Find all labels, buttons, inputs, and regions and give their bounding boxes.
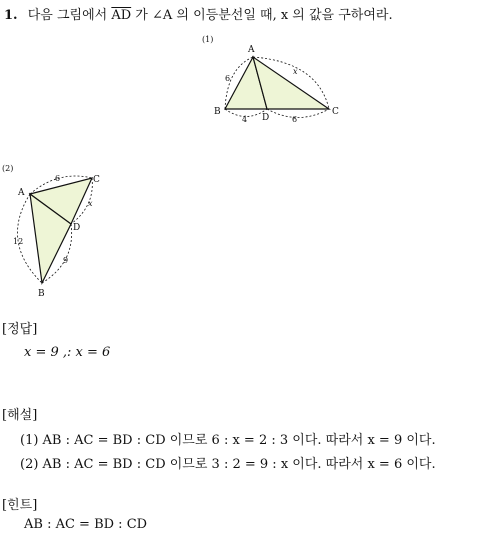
question-text-after: 가 ∠A 의 이등분선일 때, x 의 값을 구하여라. — [135, 8, 393, 23]
label-b: B — [38, 289, 45, 299]
segment-ad-label: $\overline{AD}$ — [111, 8, 132, 23]
label-c: C — [93, 175, 100, 185]
question-number: 1. — [4, 8, 18, 23]
answer-text: x = 9 ,: x = 6 — [24, 345, 111, 360]
length-ac: 6 — [55, 174, 61, 183]
figure-1 — [196, 32, 346, 127]
hint-text: AB : AC = BD : CD — [24, 517, 148, 532]
figure-2-tag: (2) — [2, 164, 14, 173]
length-ab: 6 — [225, 74, 231, 83]
question-line — [4, 4, 393, 23]
length-cd: x — [88, 199, 93, 208]
label-d: D — [262, 113, 270, 123]
length-ab: 12 — [13, 237, 24, 246]
figure-2 — [0, 162, 115, 304]
label-a: A — [18, 188, 25, 198]
answer-heading: [정답] — [2, 322, 38, 337]
figure-1-tag: (1) — [202, 35, 214, 44]
length-db: 9 — [63, 256, 69, 265]
length-bd: 4 — [242, 115, 248, 124]
explanation-heading: [해설] — [2, 408, 38, 423]
label-a: A — [248, 45, 255, 55]
length-ac: x — [293, 67, 298, 76]
triangle-adc — [253, 57, 329, 109]
label-b: B — [214, 107, 221, 117]
explanation-line-2: (2) AB : AC = BD : CD 이므로 3 : 2 = 9 : x 이다. 따라서 x = 6 이다. — [20, 457, 436, 472]
label-c: C — [332, 107, 339, 117]
arc-dc — [267, 109, 329, 118]
question-text-before: 다음 그림에서 — [27, 8, 108, 23]
explanation-line-1: (1) AB : AC = BD : CD 이므로 6 : x = 2 : 3 이다. 따라서 x = 9 이다. — [20, 433, 436, 448]
length-dc: 6 — [292, 115, 298, 124]
label-d: D — [73, 223, 81, 233]
hint-heading: [힌트] — [2, 498, 38, 513]
